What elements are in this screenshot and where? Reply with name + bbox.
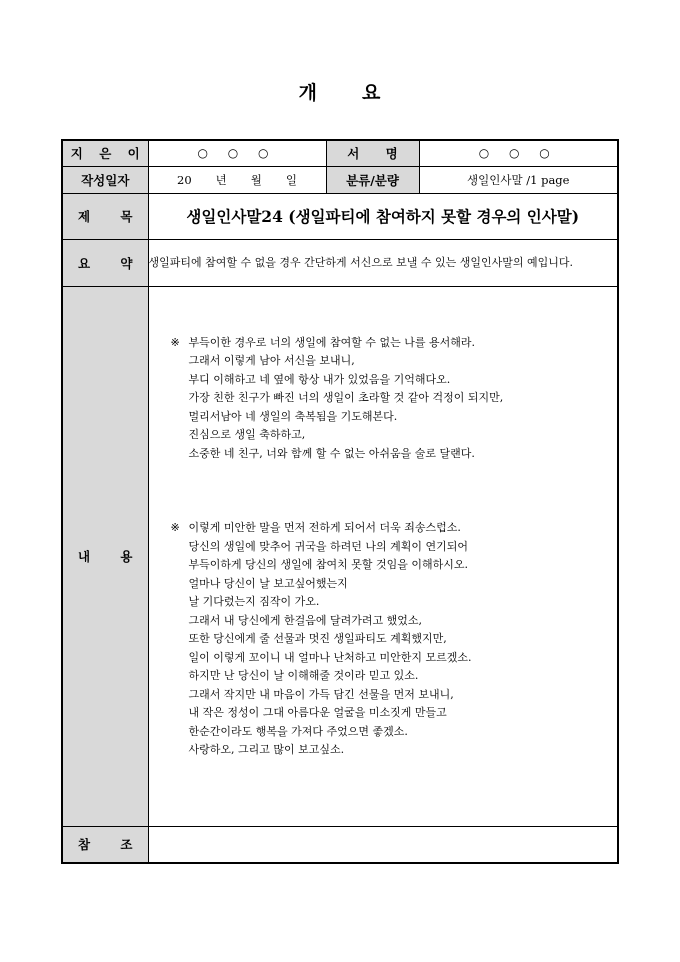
paragraph-2-line: 일이 이렇게 꼬이니 내 얼마나 난처하고 미안한지 모르겠소. <box>188 650 472 664</box>
content-label: 내 용 <box>62 286 148 826</box>
summary-value: 생일파티에 참여할 수 없을 경우 간단하게 서신으로 보낼 수 있는 생일인사말의 예입니다. <box>148 239 618 286</box>
date-year-unit: 년 <box>215 172 227 187</box>
date-row <box>62 166 618 193</box>
summary-label: 요 약 <box>62 239 148 286</box>
paragraph-2-line: 그래서 작지만 내 마음이 가득 담긴 선물을 먼저 보내니, <box>188 687 454 701</box>
paragraph-2-line: 부득이하게 당신의 생일에 참여치 못할 것임을 이해하시오. <box>188 558 468 571</box>
document-title-char-2: 요 <box>362 82 382 104</box>
author-value: ○ ○ ○ <box>148 140 326 166</box>
title-value: 생일인사말24 (생일파티에 참여하지 못할 경우의 인사말) <box>148 193 618 239</box>
signature-value: ○ ○ ○ <box>419 140 618 166</box>
reference-value <box>148 826 618 863</box>
paragraph-2-line: 또한 당신에게 줄 선물과 멋진 생일파티도 계획했지만, <box>188 632 447 645</box>
content-paragraph-1 <box>171 334 610 464</box>
date-day-unit: 일 <box>285 172 297 187</box>
content-paragraph-2 <box>171 519 610 760</box>
paragraph-gap <box>171 463 610 519</box>
content-row <box>62 286 618 826</box>
title-row <box>62 193 618 239</box>
paragraph-1-line: 부디 이해하고 네 옆에 항상 내가 있었음을 기억해다오. <box>188 372 451 386</box>
reference-mark-icon: ※ <box>170 335 180 349</box>
paragraph-1-line: 부득이한 경우로 너의 생일에 참여할 수 없는 나를 용서해라. <box>188 335 475 349</box>
date-year: 20 <box>177 172 192 187</box>
date-month-unit: 월 <box>250 172 262 187</box>
paragraph-1-line: 가장 친한 친구가 빠진 너의 생일이 초라할 것 같아 걱정이 되지만, <box>188 391 504 404</box>
content-body <box>148 286 618 826</box>
date-label: 작성일자 <box>62 166 148 193</box>
signature-label: 서 명 <box>326 140 419 166</box>
author-label: 지 은 이 <box>62 140 148 166</box>
paragraph-1-line: 멀리서남아 네 생일의 축복됨을 기도해본다. <box>188 409 398 423</box>
reference-row <box>62 826 618 863</box>
paragraph-1-line: 진심으로 생일 축하하고, <box>188 428 306 441</box>
paragraph-2-line: 하지만 난 당신이 날 이해해줄 것이라 믿고 있소. <box>188 669 419 682</box>
date-value <box>148 166 326 193</box>
paragraph-2-line: 날 기다렸는지 짐작이 가오. <box>188 595 320 608</box>
paragraph-1-line: 그래서 이렇게 남아 서신을 보내니, <box>188 354 355 367</box>
author-row <box>62 140 618 166</box>
paragraph-2-line: 얼마나 당신이 날 보고싶어했는지 <box>188 576 348 590</box>
category-label: 분류/분량 <box>326 166 419 193</box>
title-label: 제 목 <box>62 193 148 239</box>
paragraph-1-line: 소중한 네 친구, 너와 함께 할 수 없는 아쉬움을 술로 달랜다. <box>188 446 475 460</box>
reference-mark-icon: ※ <box>170 521 180 534</box>
paragraph-2-line: 내 작은 정성이 그대 아름다운 얼굴을 미소짓게 만들고 <box>188 706 447 719</box>
document-title-char-1: 개 <box>298 82 318 104</box>
paragraph-2-line: 그래서 내 당신에게 한걸음에 달려가려고 했었소, <box>188 613 422 627</box>
paragraph-2-line: 한순간이라도 행복을 가져다 주었으면 좋겠소. <box>188 724 408 738</box>
paragraph-2-line: 당신의 생일에 맞추어 귀국을 하려던 나의 계획이 연기되어 <box>188 539 468 553</box>
category-value: 생일인사말 /1 page <box>419 166 618 193</box>
paragraph-2-line: 사랑하오, 그리고 많이 보고싶소. <box>188 743 345 756</box>
reference-label: 참 조 <box>62 826 148 863</box>
paragraph-2-line: 이렇게 미안한 말을 먼저 전하게 되어서 더욱 죄송스럽소. <box>188 521 461 534</box>
summary-row <box>62 239 618 286</box>
document-title <box>0 78 680 105</box>
overview-form-table <box>61 139 619 864</box>
